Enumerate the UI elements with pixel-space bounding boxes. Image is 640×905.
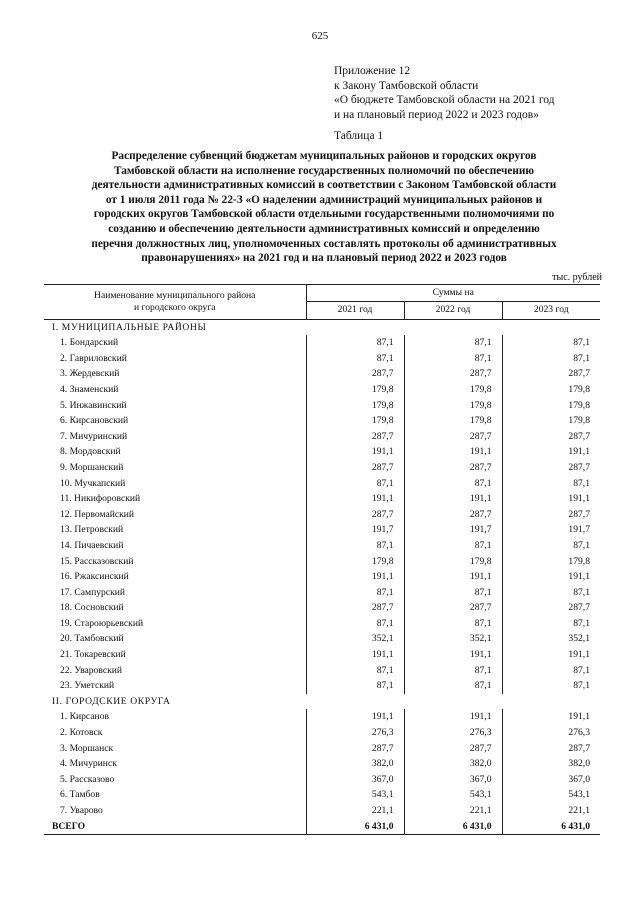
row-name: 19. Староюрьевский xyxy=(44,616,306,632)
row-name: 7. Мичуринский xyxy=(44,429,306,445)
title-line: правонарушениях» на 2021 год и на плановый период 2022 и 2023 годов xyxy=(141,252,507,265)
row-value: 179,8 xyxy=(568,415,590,427)
row-value: 191,1 xyxy=(306,647,404,663)
row-value: 221,1 xyxy=(568,805,590,816)
table-row xyxy=(44,476,600,492)
row-value: 87,1 xyxy=(573,477,590,489)
row-value: 87,1 xyxy=(404,616,502,632)
row-value: 191,1 xyxy=(404,569,502,585)
table-row xyxy=(44,429,600,445)
header-year: 2022 год xyxy=(404,301,502,319)
total-value: 6 431,0 xyxy=(306,819,404,835)
row-value: 287,7 xyxy=(404,600,502,616)
table-row xyxy=(44,460,600,476)
table-row xyxy=(44,569,600,585)
row-name: 22. Уваровский xyxy=(44,663,306,679)
table-row xyxy=(44,491,600,507)
total-value: 6 431,0 xyxy=(404,819,502,835)
row-value: 543,1 xyxy=(404,787,502,803)
row-value: 87,1 xyxy=(573,680,590,692)
row-value: 191,1 xyxy=(568,493,590,505)
row-name: 5. Рассказово xyxy=(44,772,306,788)
row-name: 16. Ржаксинский xyxy=(44,569,306,585)
appendix-line: и на плановый период 2022 и 2023 годов» xyxy=(334,108,539,121)
row-value: 87,1 xyxy=(573,664,590,676)
document-title xyxy=(44,149,604,266)
section-row xyxy=(44,694,600,710)
row-name: 6. Тамбов xyxy=(44,787,306,803)
row-value: 87,1 xyxy=(306,538,404,554)
table-row xyxy=(44,522,600,538)
row-value: 352,1 xyxy=(404,631,502,647)
row-value: 287,7 xyxy=(306,460,404,476)
header-sums: Суммы на xyxy=(306,285,600,302)
row-value: 287,7 xyxy=(306,507,404,523)
row-value: 87,1 xyxy=(573,539,590,551)
row-name: 1. Кирсанов xyxy=(44,709,306,725)
section-title: II. ГОРОДСКИЕ ОКРУГА xyxy=(52,695,171,707)
row-value: 287,7 xyxy=(404,429,502,445)
row-value: 191,1 xyxy=(306,709,404,725)
row-value: 191,1 xyxy=(568,711,590,723)
table-row xyxy=(44,600,600,616)
table-row xyxy=(44,382,600,398)
row-name: 1. Бондарский xyxy=(44,335,306,351)
row-value: 191,1 xyxy=(306,491,404,507)
row-value: 87,1 xyxy=(404,335,502,351)
row-value: 87,1 xyxy=(306,585,404,601)
table-row xyxy=(44,335,600,351)
row-value: 352,1 xyxy=(306,631,404,647)
row-value: 87,1 xyxy=(573,586,590,598)
row-name: 9. Моршанский xyxy=(44,460,306,476)
row-value: 179,8 xyxy=(568,555,590,567)
row-value: 87,1 xyxy=(404,678,502,694)
table-body xyxy=(44,319,600,835)
row-name: 7. Уварово xyxy=(44,803,306,819)
table-row xyxy=(44,678,600,694)
row-name: 21. Токаревский xyxy=(44,647,306,663)
row-value: 87,1 xyxy=(404,476,502,492)
row-value: 87,1 xyxy=(306,335,404,351)
row-name: 2. Гавриловский xyxy=(44,351,306,367)
appendix-line: Приложение 12 xyxy=(334,65,411,77)
table-row xyxy=(44,585,600,601)
row-value: 287,7 xyxy=(568,602,590,614)
row-value: 179,8 xyxy=(568,399,590,411)
row-value: 179,8 xyxy=(404,382,502,398)
row-name: 15. Рассказовский xyxy=(44,554,306,570)
table-row xyxy=(44,741,600,757)
row-value: 287,7 xyxy=(568,430,590,442)
row-value: 287,7 xyxy=(306,741,404,757)
row-value: 179,8 xyxy=(568,383,590,395)
row-name: 2. Котовск xyxy=(44,725,306,741)
row-value: 221,1 xyxy=(306,803,404,819)
row-value: 287,7 xyxy=(404,366,502,382)
row-value: 179,8 xyxy=(306,554,404,570)
table-row xyxy=(44,647,600,663)
section-row xyxy=(44,319,600,335)
row-value: 87,1 xyxy=(404,351,502,367)
row-value: 543,1 xyxy=(568,789,590,801)
row-value: 352,1 xyxy=(568,633,590,645)
row-value: 287,7 xyxy=(404,507,502,523)
total-label: ВСЕГО xyxy=(44,819,306,835)
row-value: 191,1 xyxy=(404,491,502,507)
table-row xyxy=(44,725,600,741)
title-line: от 1 июля 2011 года № 22-З «О наделении администраций муниципальных районов и xyxy=(105,193,543,206)
row-value: 367,0 xyxy=(404,772,502,788)
row-name: 3. Жердевский xyxy=(44,366,306,382)
row-value: 287,7 xyxy=(404,460,502,476)
title-line: созданию и обеспечению деятельности административных комиссий и определению xyxy=(108,222,540,235)
row-value: 543,1 xyxy=(306,787,404,803)
row-name: 18. Сосновский xyxy=(44,600,306,616)
units-label: тыс. рублей xyxy=(552,272,602,283)
table-row xyxy=(44,663,600,679)
title-line: городских округов Тамбовской области отдельными государственными полномочиями по xyxy=(93,208,555,221)
row-value: 191,1 xyxy=(568,649,590,661)
row-value: 87,1 xyxy=(306,616,404,632)
table-row xyxy=(44,616,600,632)
row-value: 287,7 xyxy=(568,368,590,380)
row-value: 287,7 xyxy=(568,508,590,520)
header-year: 2023 год xyxy=(502,301,600,319)
table-row xyxy=(44,413,600,429)
header-name xyxy=(44,285,306,320)
row-value: 87,1 xyxy=(573,337,590,349)
header-year: 2021 год xyxy=(306,301,404,319)
table-row xyxy=(44,772,600,788)
appendix-block xyxy=(334,64,634,122)
row-name: 4. Мичуринск xyxy=(44,756,306,772)
table-row xyxy=(44,803,600,819)
row-name: 13. Петровский xyxy=(44,522,306,538)
row-value: 287,7 xyxy=(404,741,502,757)
title-line: деятельности административных комиссий в соответствии с Законом Тамбовской области xyxy=(91,179,557,192)
page-number: 625 xyxy=(311,30,329,42)
row-value: 276,3 xyxy=(306,725,404,741)
row-value: 382,0 xyxy=(568,758,590,770)
row-value: 287,7 xyxy=(306,600,404,616)
row-value: 87,1 xyxy=(404,663,502,679)
appendix-line: к Закону Тамбовской области xyxy=(334,79,479,92)
row-value: 179,8 xyxy=(306,382,404,398)
table-row xyxy=(44,787,600,803)
row-value: 191,1 xyxy=(306,569,404,585)
table-row xyxy=(44,631,600,647)
table-row xyxy=(44,554,600,570)
row-value: 179,8 xyxy=(404,554,502,570)
table-row xyxy=(44,507,600,523)
row-name: 12. Первомайский xyxy=(44,507,306,523)
row-value: 191,1 xyxy=(568,446,590,458)
table-row xyxy=(44,756,600,772)
row-value: 191,7 xyxy=(306,522,404,538)
appendix-line: «О бюджете Тамбовской области на 2021 год xyxy=(334,94,555,106)
row-value: 287,7 xyxy=(568,461,590,473)
row-value: 179,8 xyxy=(306,413,404,429)
table-number: Таблица 1 xyxy=(334,130,384,142)
row-value: 179,8 xyxy=(404,413,502,429)
row-value: 276,3 xyxy=(568,727,590,739)
row-name: 8. Мордовский xyxy=(44,444,306,460)
table-row xyxy=(44,538,600,554)
total-row xyxy=(44,819,600,835)
row-value: 191,1 xyxy=(568,571,590,583)
row-value: 87,1 xyxy=(404,538,502,554)
title-line: Распределение субвенций бюджетам муниципальных районов и городских округов xyxy=(111,150,537,162)
header-name-line: и городского округа xyxy=(134,301,216,313)
table-row xyxy=(44,709,600,725)
table-row xyxy=(44,444,600,460)
row-value: 191,1 xyxy=(404,709,502,725)
row-value: 367,0 xyxy=(306,772,404,788)
row-value: 87,1 xyxy=(306,663,404,679)
total-value: 6 431,0 xyxy=(502,819,600,835)
row-value: 191,1 xyxy=(404,647,502,663)
row-value: 276,3 xyxy=(404,725,502,741)
row-value: 87,1 xyxy=(573,617,590,629)
row-value: 87,1 xyxy=(306,678,404,694)
row-name: 10. Мучкапский xyxy=(44,476,306,492)
row-value: 382,0 xyxy=(404,756,502,772)
row-name: 23. Уметский xyxy=(44,678,306,694)
row-value: 191,7 xyxy=(404,522,502,538)
row-value: 287,7 xyxy=(306,366,404,382)
row-value: 87,1 xyxy=(404,585,502,601)
row-name: 14. Пичаевский xyxy=(44,538,306,554)
row-value: 87,1 xyxy=(306,351,404,367)
header-name-line: Наименование муниципального района xyxy=(94,289,256,301)
row-value: 221,1 xyxy=(404,803,502,819)
row-value: 382,0 xyxy=(306,756,404,772)
row-name: 5. Инжавинский xyxy=(44,398,306,414)
row-name: 17. Сампурский xyxy=(44,585,306,601)
row-value: 179,8 xyxy=(404,398,502,414)
row-name: 6. Кирсановский xyxy=(44,413,306,429)
title-line: Тамбовской области на исполнение государственных полномочий по обеспечению xyxy=(113,164,535,177)
row-name: 11. Никифоровский xyxy=(44,491,306,507)
row-value: 87,1 xyxy=(306,476,404,492)
row-value: 191,1 xyxy=(404,444,502,460)
row-value: 191,1 xyxy=(306,444,404,460)
title-line: перечня должностных лиц, уполномоченных составлять протоколы об административных xyxy=(91,237,557,250)
row-name: 3. Моршанск xyxy=(44,741,306,757)
table-row xyxy=(44,366,600,382)
row-name: 20. Тамбовский xyxy=(44,631,306,647)
row-value: 87,1 xyxy=(573,352,590,364)
row-value: 179,8 xyxy=(306,398,404,414)
table-row xyxy=(44,398,600,414)
row-value: 367,0 xyxy=(568,773,590,785)
row-value: 287,7 xyxy=(568,742,590,754)
section-title: I. МУНИЦИПАЛЬНЫЕ РАЙОНЫ xyxy=(52,321,207,333)
row-name: 4. Знаменский xyxy=(44,382,306,398)
table-row xyxy=(44,351,600,367)
subvention-table xyxy=(44,284,600,835)
row-value: 191,7 xyxy=(568,524,590,536)
row-value: 287,7 xyxy=(306,429,404,445)
